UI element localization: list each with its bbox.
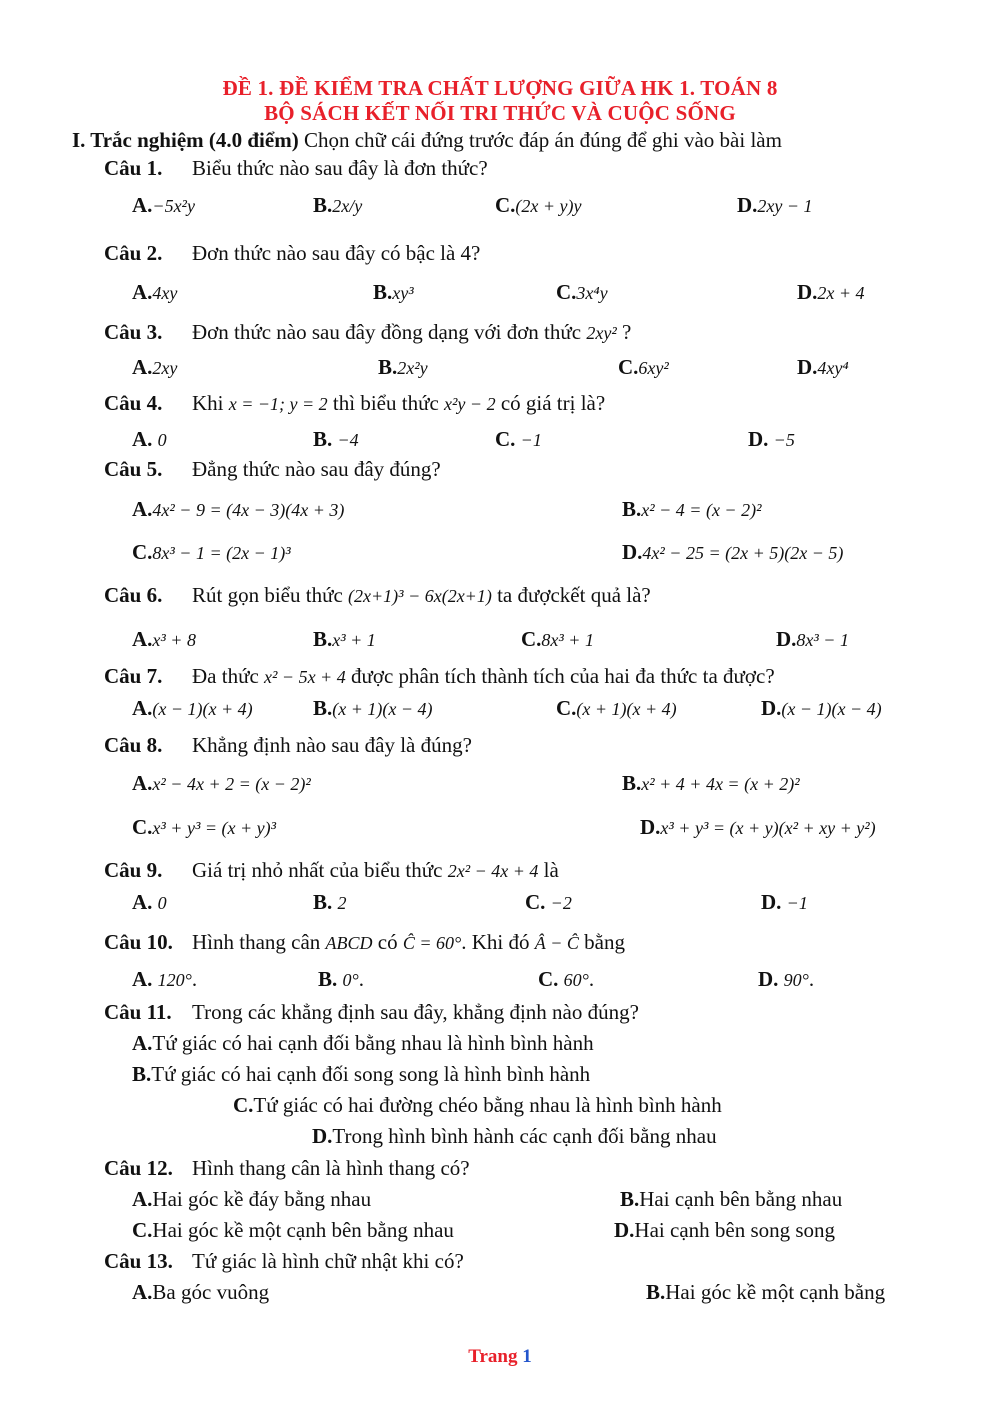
section-header: [72, 128, 782, 153]
option-6a: A.x³ + 8: [132, 627, 196, 651]
question-3: Câu 3. Đơn thức nào sau đây đồng dạng với đơn thức 2xy² ?: [104, 320, 632, 344]
page-number: 1: [522, 1346, 532, 1367]
option-6d: D.8x³ − 1: [776, 627, 849, 651]
question-text: Đơn thức nào sau đây đồng dạng với đơn thức: [192, 320, 582, 344]
option-11a: A.Tứ giác có hai cạnh đối bằng nhau là hình bình hành: [132, 1031, 594, 1055]
option-10d: D. 90°.: [758, 967, 815, 991]
question-8: Câu 8. Khẳng định nào sau đây là đúng?: [104, 733, 472, 757]
exam-subtitle: BỘ SÁCH KẾT NỐI TRI THỨC VÀ CUỘC SỐNG: [264, 101, 736, 125]
question-10: Câu 10. Hình thang cân ABCD có Ĉ = 60°. Khi đó Â − Ĉ bằng: [104, 930, 625, 954]
option-1d: D.2xy − 1: [737, 193, 813, 217]
option-13b: B.Hai góc kề một cạnh bằng: [646, 1280, 886, 1304]
option-5a: A.4x² − 9 = (4x − 3)(4x + 3): [132, 497, 345, 521]
exam-title: ĐỀ 1. ĐỀ KIỂM TRA CHẤT LƯỢNG GIỮA HK 1. TOÁN 8: [222, 76, 778, 100]
question-label: Câu 8.: [104, 733, 163, 757]
option-9c: C. −2: [525, 890, 572, 914]
option-10b: B. 0°.: [318, 967, 364, 991]
option-1c: C.(2x + y)y: [495, 193, 582, 217]
question-label: Câu 3.: [104, 320, 163, 344]
question-label: Câu 11.: [104, 1000, 172, 1024]
option-9b: B. 2: [313, 890, 347, 914]
option-11c: C.Tứ giác có hai đường chéo bằng nhau là hình bình hành: [233, 1093, 722, 1117]
question-label: Câu 10.: [104, 930, 173, 954]
option-3d: D.4xy⁴: [797, 355, 849, 379]
question-11: Câu 11. Trong các khẳng định sau đây, khẳng định nào đúng?: [104, 1000, 639, 1024]
question-1: [104, 156, 488, 181]
question-label: Câu 9.: [104, 858, 163, 882]
question-label: Câu 7.: [104, 664, 163, 688]
footer-word: Trang: [468, 1346, 518, 1367]
option-12d: D.Hai cạnh bên song song: [614, 1218, 836, 1242]
option-8d: D.x³ + y³ = (x + y)(x² + xy + y²): [640, 815, 876, 839]
section-instruction: Chọn chữ cái đứng trước đáp án đúng để ghi vào bài làm: [303, 128, 782, 152]
option-4a: A. 0: [132, 427, 167, 451]
option-3c: C.6xy²: [618, 355, 669, 379]
question-label: Câu 4.: [104, 391, 163, 415]
question-label: Câu 5.: [104, 457, 163, 481]
option-5d: D.4x² − 25 = (2x + 5)(2x − 5): [622, 540, 844, 564]
option-12c: C.Hai góc kề một cạnh bên bằng nhau: [132, 1218, 454, 1242]
question-5: Câu 5. Đẳng thức nào sau đây đúng?: [104, 457, 441, 481]
question-label: Câu 2.: [104, 241, 163, 265]
option-8b: B.x² + 4 + 4x = (x + 2)²: [622, 771, 800, 795]
option-11b: B.Tứ giác có hai cạnh đối song song là hình bình hành: [132, 1062, 591, 1086]
option-7c: C.(x + 1)(x + 4): [556, 696, 677, 720]
question-text: Đơn thức nào sau đây có bậc là 4?: [192, 241, 481, 265]
option-6c: C.8x³ + 1: [521, 627, 594, 651]
option-13a: A.Ba góc vuông: [132, 1280, 270, 1304]
option-4c: C. −1: [495, 427, 542, 451]
question-label: Câu 6.: [104, 583, 163, 607]
question-12: Câu 12. Hình thang cân là hình thang có?: [104, 1156, 470, 1180]
question-4: Câu 4. Khi x = −1; y = 2 thì biểu thức x²y − 2 có giá trị là?: [104, 391, 606, 415]
option-10a: A. 120°.: [132, 967, 198, 991]
option-7b: B.(x + 1)(x − 4): [313, 696, 433, 720]
option-4d: D. −5: [748, 427, 795, 451]
option-1a: A.−5x²y: [132, 193, 195, 217]
question-label: Câu 1.: [104, 156, 163, 180]
option-2d: D.2x + 4: [797, 280, 865, 304]
option-2c: C.3x⁴y: [556, 280, 608, 304]
question-6: Câu 6. Rút gọn biểu thức (2x+1)³ − 6x(2x+1) ta đượckết quả là?: [104, 583, 651, 607]
option-9a: A. 0: [132, 890, 167, 914]
option-3a: A.2xy: [132, 355, 178, 379]
question-2: [104, 241, 480, 266]
option-10c: C. 60°.: [538, 967, 595, 991]
question-9: Câu 9. Giá trị nhỏ nhất của biểu thức 2x² − 4x + 4 là: [104, 858, 559, 882]
option-7a: A.(x − 1)(x + 4): [132, 696, 253, 720]
question-13: Câu 13. Tứ giác là hình chữ nhật khi có?: [104, 1249, 464, 1273]
option-12b: B.Hai cạnh bên bằng nhau: [620, 1187, 843, 1211]
page-footer: [0, 1346, 1000, 1368]
option-5b: B.x² − 4 = (x − 2)²: [622, 497, 762, 521]
option-1b: B.2x/y: [313, 193, 363, 217]
option-2b: B.xy³: [373, 280, 414, 304]
option-6b: B.x³ + 1: [313, 627, 376, 651]
question-label: Câu 13.: [104, 1249, 173, 1273]
option-9d: D. −1: [761, 890, 808, 914]
option-11d: D.Trong hình bình hành các cạnh đối bằng nhau: [312, 1124, 717, 1148]
option-3b: B.2x²y: [378, 355, 428, 379]
section-label: I. Trắc nghiệm (4.0 điểm): [72, 128, 299, 152]
question-text: Biểu thức nào sau đây là đơn thức?: [192, 156, 488, 180]
option-8c: C.x³ + y³ = (x + y)³: [132, 815, 276, 839]
question-label: Câu 12.: [104, 1156, 173, 1180]
option-5c: C.8x³ − 1 = (2x − 1)³: [132, 540, 291, 564]
option-8a: A.x² − 4x + 2 = (x − 2)²: [132, 771, 311, 795]
question-expression: 2xy²: [586, 323, 617, 343]
option-12a: A.Hai góc kề đáy bằng nhau: [132, 1187, 372, 1211]
option-4b: B. −4: [313, 427, 359, 451]
option-7d: D.(x − 1)(x − 4): [761, 696, 882, 720]
question-7: Câu 7. Đa thức x² − 5x + 4 được phân tích thành tích của hai đa thức ta được?: [104, 664, 775, 688]
option-2a: A.4xy: [132, 280, 178, 304]
